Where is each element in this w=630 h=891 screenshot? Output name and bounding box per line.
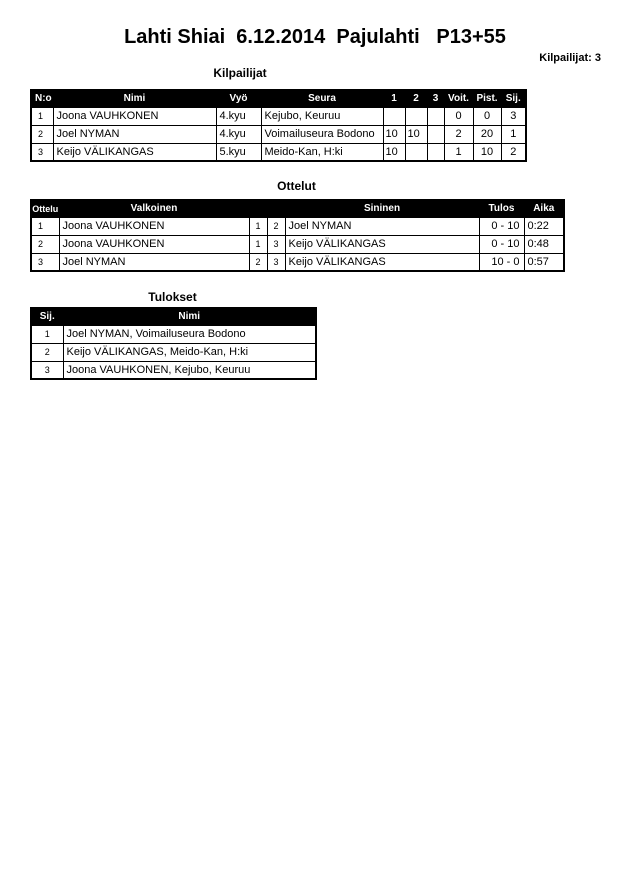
cell-p3	[427, 125, 444, 143]
cell-p2: 10	[405, 125, 427, 143]
cell-vyo: 5.kyu	[216, 143, 261, 161]
cell-tulos: 0 - 10	[479, 217, 524, 235]
cell-sininen-nimi: Keijo VÄLIKANGAS	[285, 253, 479, 271]
cell-valkoinen-no: 1	[249, 217, 267, 235]
table-row	[31, 143, 526, 161]
cell-pist: 0	[473, 107, 501, 125]
col-header-no: N:o	[31, 90, 53, 107]
cell-seura: Voimailuseura Bodono	[261, 125, 383, 143]
cell-valkoinen-nimi: Joona VAUHKONEN	[59, 217, 249, 235]
col-header-aika: Aika	[524, 200, 564, 217]
table-row	[31, 107, 526, 125]
section-heading-ottelut: Ottelut	[277, 179, 316, 193]
table-row	[31, 343, 316, 361]
cell-sij: 3	[31, 361, 63, 379]
col-header-blank	[267, 200, 285, 217]
cell-sij: 3	[501, 107, 526, 125]
cell-pist: 20	[473, 125, 501, 143]
ottelut-header-row	[31, 200, 564, 217]
cell-sij: 1	[501, 125, 526, 143]
col-header-nimi: Nimi	[53, 90, 216, 107]
cell-voit: 1	[444, 143, 473, 161]
cell-p2	[405, 107, 427, 125]
cell-no: 3	[31, 143, 53, 161]
cell-sij: 1	[31, 325, 63, 343]
kilpailijat-header-row	[31, 90, 526, 107]
cell-ottelu-no: 3	[31, 253, 59, 271]
cell-pist: 10	[473, 143, 501, 161]
cell-vyo: 4.kyu	[216, 107, 261, 125]
col-header-sininen: Sininen	[285, 200, 479, 217]
cell-p3	[427, 143, 444, 161]
cell-sininen-no: 2	[267, 217, 285, 235]
cell-valkoinen-no: 1	[249, 235, 267, 253]
col-header-valkoinen: Valkoinen	[59, 200, 249, 217]
cell-nimi: Keijo VÄLIKANGAS	[53, 143, 216, 161]
cell-aika: 0:57	[524, 253, 564, 271]
table-row	[31, 325, 316, 343]
col-header-vyo: Vyö	[216, 90, 261, 107]
cell-p1	[383, 107, 405, 125]
cell-sininen-no: 3	[267, 235, 285, 253]
cell-seura: Meido-Kan, H:ki	[261, 143, 383, 161]
col-header-pist: Pist.	[473, 90, 501, 107]
cell-nimi: Joona VAUHKONEN, Kejubo, Keuruu	[63, 361, 316, 379]
page-title: Lahti Shiai 6.12.2014 Pajulahti P13+55	[124, 26, 506, 48]
cell-sininen-nimi: Joel NYMAN	[285, 217, 479, 235]
col-header-sij: Sij.	[31, 308, 63, 325]
kilpailijat-table	[30, 89, 527, 162]
tulokset-header-row	[31, 308, 316, 325]
section-heading-tulokset: Tulokset	[148, 290, 197, 304]
col-header-tulos: Tulos	[479, 200, 524, 217]
cell-sij: 2	[501, 143, 526, 161]
col-header-seura: Seura	[261, 90, 383, 107]
cell-voit: 0	[444, 107, 473, 125]
ottelut-table	[30, 199, 565, 272]
cell-aika: 0:22	[524, 217, 564, 235]
cell-valkoinen-nimi: Joel NYMAN	[59, 253, 249, 271]
cell-tulos: 10 - 0	[479, 253, 524, 271]
cell-tulos: 0 - 10	[479, 235, 524, 253]
cell-no: 1	[31, 107, 53, 125]
col-header-sij: Sij.	[501, 90, 526, 107]
cell-p2	[405, 143, 427, 161]
table-row	[31, 235, 564, 253]
cell-voit: 2	[444, 125, 473, 143]
table-row	[31, 253, 564, 271]
table-row	[31, 361, 316, 379]
cell-no: 2	[31, 125, 53, 143]
cell-p1: 10	[383, 143, 405, 161]
cell-valkoinen-nimi: Joona VAUHKONEN	[59, 235, 249, 253]
col-header-ottelu: Ottelu	[31, 200, 59, 217]
cell-ottelu-no: 2	[31, 235, 59, 253]
cell-sininen-no: 3	[267, 253, 285, 271]
col-header-nimi: Nimi	[63, 308, 316, 325]
cell-p3	[427, 107, 444, 125]
cell-sij: 2	[31, 343, 63, 361]
col-header-2: 2	[405, 90, 427, 107]
cell-nimi: Keijo VÄLIKANGAS, Meido-Kan, H:ki	[63, 343, 316, 361]
table-row	[31, 125, 526, 143]
competitor-count: Kilpailijat: 3	[539, 52, 601, 64]
cell-nimi: Joel NYMAN	[53, 125, 216, 143]
col-header-voit: Voit.	[444, 90, 473, 107]
cell-sininen-nimi: Keijo VÄLIKANGAS	[285, 235, 479, 253]
table-row	[31, 217, 564, 235]
col-header-blank	[249, 200, 267, 217]
cell-vyo: 4.kyu	[216, 125, 261, 143]
cell-nimi: Joona VAUHKONEN	[53, 107, 216, 125]
col-header-3: 3	[427, 90, 444, 107]
cell-nimi: Joel NYMAN, Voimailuseura Bodono	[63, 325, 316, 343]
cell-ottelu-no: 1	[31, 217, 59, 235]
cell-valkoinen-no: 2	[249, 253, 267, 271]
cell-seura: Kejubo, Keuruu	[261, 107, 383, 125]
col-header-1: 1	[383, 90, 405, 107]
section-heading-kilpailijat: Kilpailijat	[213, 66, 267, 80]
cell-aika: 0:48	[524, 235, 564, 253]
cell-p1: 10	[383, 125, 405, 143]
tulokset-table	[30, 307, 317, 380]
